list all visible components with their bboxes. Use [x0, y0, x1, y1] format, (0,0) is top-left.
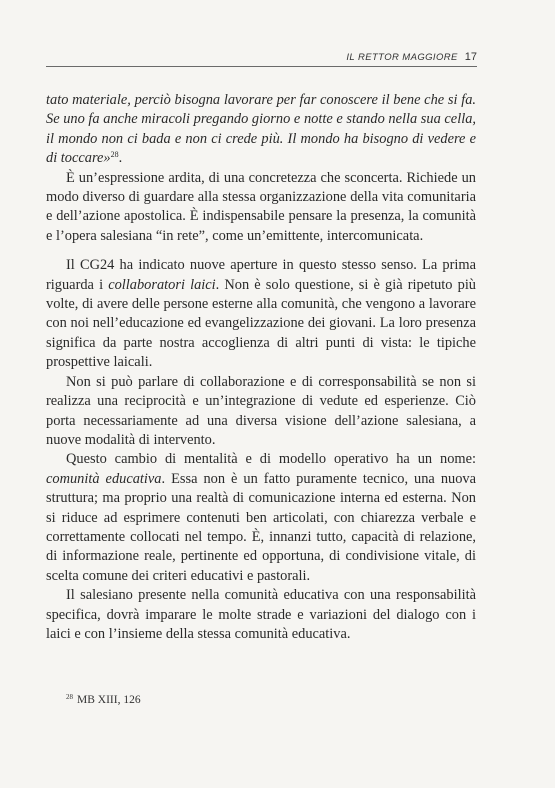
paragraph-text: Il CG24 ha indicato nuove aperture in questo stesso senso. La prima riguarda i — [46, 257, 476, 293]
paragraph: È un’espressione ardita, di una concretezza che sconcerta. Richiede un modo diverso di guardare alla stessa organizzazione della vita comunitaria e dell’azione apostolica. È indispensabile pensare la presenza, la comunità e l’opera salesiana “in rete”, come un’emittente, intercomunicata. — [46, 169, 476, 244]
footnote — [66, 693, 141, 706]
running-title: IL RETTOR MAGGIORE — [346, 52, 458, 63]
paragraph-text: . Essa non è un fatto puramente tecnico, una nuova struttura; ma proprio una realtà di comunicazione interna ed esterna. Non si riduce ad esprimere contenuti ben articolati, con chiarezza verbale e correttamente collocati nel tempo. È, innanzi tutto, capacità di relazione, di informazione reale, pertinente ed opportuna, di condivisione vitale, di scelta comune dei criteri educativi e pastorali. — [46, 470, 476, 584]
running-header — [46, 48, 477, 67]
paragraph — [46, 450, 476, 586]
paragraph-text: Questo cambio di mentalità e di modello operativo ha un nome: — [66, 451, 476, 468]
footnote-text: MB XIII, 126 — [77, 694, 141, 706]
paragraph: Il salesiano presente nella comunità educativa con una responsabilità specifica, dovrà imparare le molte strade e variazioni del dialogo con i laici e con l’insieme della stessa comunità educativa. — [46, 587, 476, 642]
emphasis-text: collaboratori laici — [108, 276, 216, 293]
footnote-reference: 28 — [110, 150, 119, 160]
paragraph-continuation — [46, 91, 476, 169]
page-number: 17 — [464, 51, 477, 63]
emphasis-text: comunità educativa — [46, 470, 162, 487]
body-text — [46, 91, 476, 644]
footnote-number: 28 — [66, 693, 73, 701]
paragraph — [46, 256, 476, 372]
quote-text: tato materiale, perciò bisogna lavorare per far conoscere il bene che si fa. Se uno fa anche miracoli pregando giorno e notte e stando nella sua cella, il mondo non ci bada e non ci crede più. Il mondo ha bisogno di vedere e di toccare» — [46, 92, 476, 167]
sentence-end: . — [118, 150, 123, 167]
paragraph: Non si può parlare di collaborazione e di corresponsabilità se non si realizza una reciprocità e un’integrazione di vedute ed esperienze. Ciò porta necessariamente ad una diversa visione dell’azione salesiana, a nuove modalità di intervento. — [46, 373, 476, 448]
paragraph-text: . Non è solo questione, si è già ripetuto più volte, di avere delle persone esterne alla comunità, che vengono a lavorare con noi nell’educazione ed evangelizzazione dei giovani. La loro presenza significa da parte nostra accoglienza di altri punti di vista: le tipiche prospettive laicali. — [46, 276, 477, 371]
